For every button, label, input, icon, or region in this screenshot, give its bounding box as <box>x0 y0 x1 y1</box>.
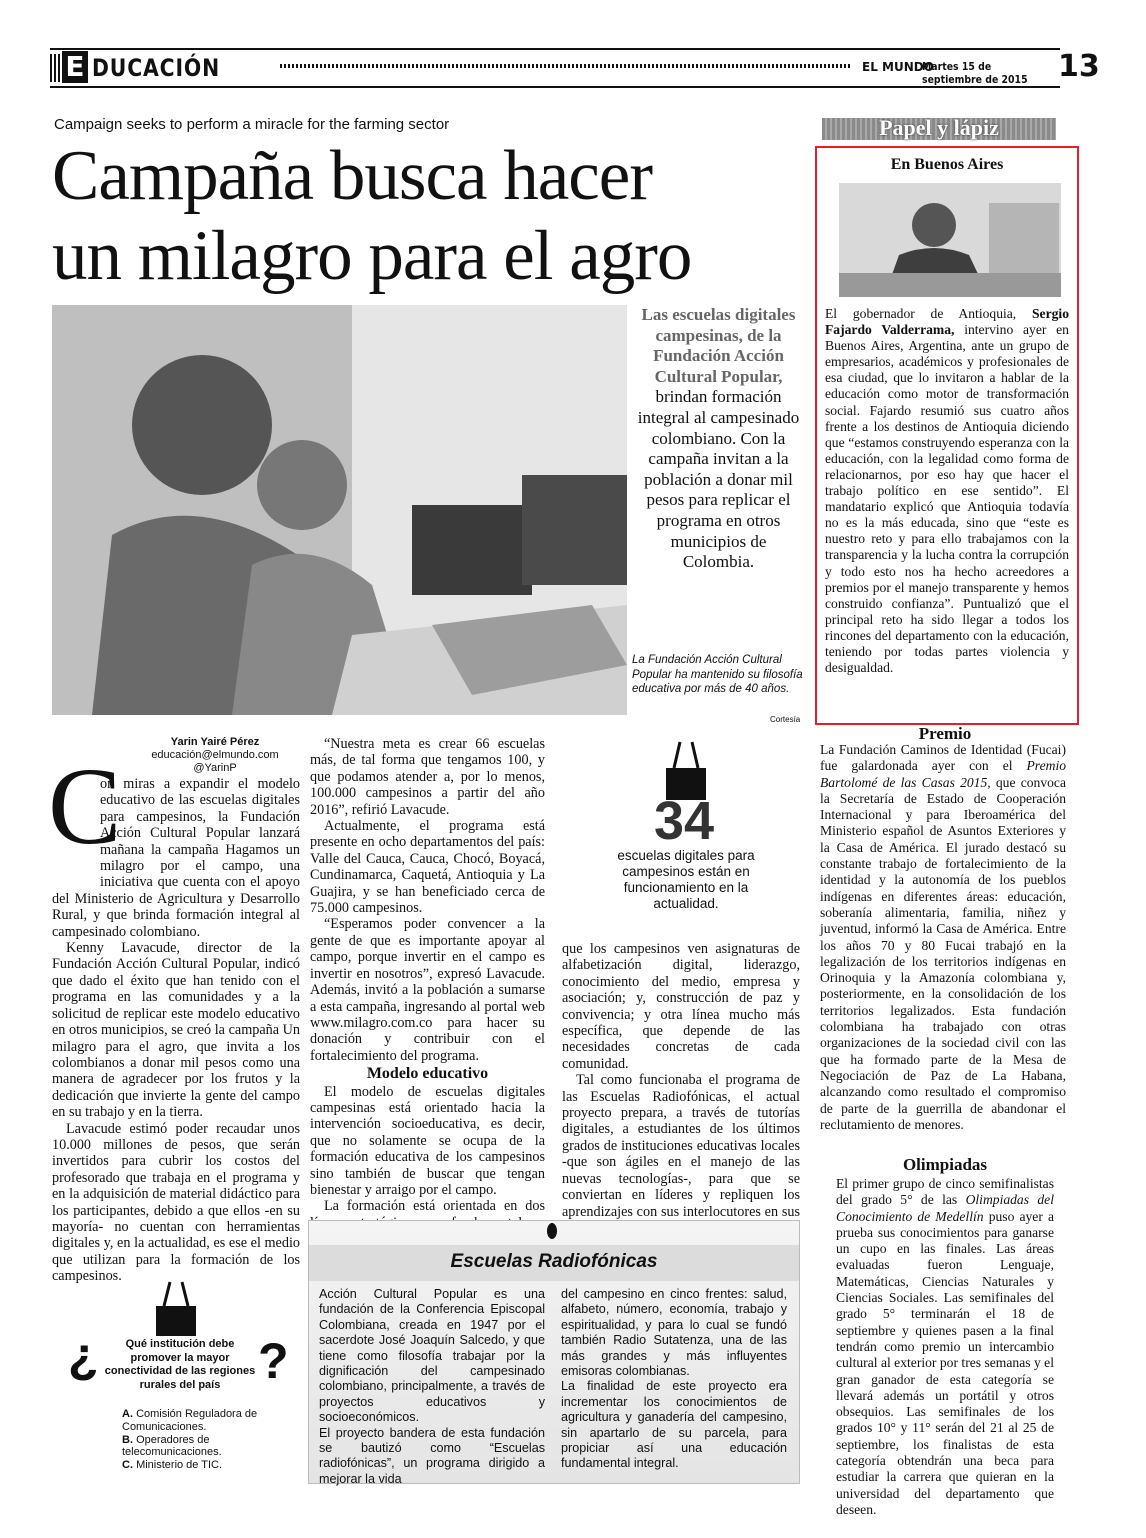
buenos-aires-text-pre: El gobernador de Antioquia, <box>825 306 1017 321</box>
col3-paragraph-1: que los campesinos ven asignaturas de alfabetización digital, liderazgo, conocimiento del medio, empresa y asociación; y, construcción de paz y convivencia; y otra línea mucho más específica, que depende de las necesidades concretas de cada comunidad. <box>562 941 800 1072</box>
radio-col2-paragraph-2: La finalidad de este proyecto era incrementar los conocimientos de agricultura y ganadería del campesino, sin apartarlo de su parcela, para propiciar así una educación fundamental integral. <box>561 1379 787 1471</box>
photo-caption: La Fundación Acción Cultural Popular ha mantenido su filosofía educativa por más de 40 años. <box>632 654 803 695</box>
byline <box>130 736 300 775</box>
radio-col2-paragraph-1: del campesino en cinco frentes: salud, alfabeto, número, economía, trabajo y espiritualidad, y para lo cual se fundó también Radio Sutatenza, una de las más grandes y más influyentes emisoras colombianas. <box>561 1287 787 1379</box>
question-close-mark: ? <box>258 1333 289 1389</box>
question-open-mark: ¿ <box>68 1327 99 1383</box>
photo-illustration <box>52 305 627 715</box>
col2-paragraph-3: “Esperamos poder convencer a la gente de que es importante apoyar al campo, porque invertir en el campo es invertir en nosotros”, expresó Lavacude. Además, invitó a la población a sumarse a esta campaña, ingresando al portal web www.milagro.com.co para hacer su donación y contribuir con el fortalecimiento del programa. <box>310 916 545 1064</box>
kicker: Campaign seeks to perform a miracle for the farming sector <box>54 116 450 133</box>
col1-paragraph-3: Lavacude estimó poder recaudar unos 10.000 millones de pesos, que serán invertidos para cubrir los costos del profesorado que trabaja en el programa y en la adquisición de material didáctico para los participantes, debido a que ellos -en su mayoría- no cuentan con herramientas digitales y, en la actualidad, es ese el medio que utilizan para la formación de los campesinos. <box>52 1120 300 1285</box>
radio-col1-paragraph-1: Acción Cultural Popular es una fundación de la Conferencia Episcopal Colombiana, creada en 1947 por el sacerdote José Joaquín Salcedo, y que tiene como filosofía trabajar por la dignificación del campesinado colombiano, principalmente, a través de proyectos educativos y socioeconómicos. <box>319 1287 545 1425</box>
premio-text-italic: Premio Bartolomé de las Casas 2015, <box>820 758 1067 790</box>
radio-box-title: Escuelas Radiofónicas <box>450 1251 658 1272</box>
buenos-aires-title: En Buenos Aires <box>890 156 1004 173</box>
newspaper-name: EL MUNDO <box>862 60 934 74</box>
binder-clip-icon-2 <box>146 1280 206 1340</box>
main-photo <box>52 305 627 715</box>
radio-box-column-1 <box>319 1287 545 1487</box>
col2-paragraph-5: La formación está orientada en dos <box>324 1198 545 1215</box>
option-c: C. Ministerio de TIC. <box>122 1459 223 1472</box>
drop-cap: C <box>48 745 122 867</box>
sidebar-title: Papel y lápiz <box>879 115 999 140</box>
col1-paragraph-1: on miras a expandir el modelo educativo de las escuelas digitales para campesinos, la Fundación Acción Cultural Popular lanzará mañana la campaña Hagamos un milagro por el campo, una iniciativa que cuenta con el apoyo del Ministerio de Agricultura y Desarrollo Rural, y que brinda formación integral al campesinado colombiano. <box>52 776 300 940</box>
lead-deck-bold: Las escuelas digitales campesinas, de la Fundación Acción Cultural Popular, <box>641 305 796 386</box>
olimpiadas-text-post: puso ayer a prueba sus conocimientos para ganarse un cupo en las finales. Las áreas evaluadas fueron Lenguaje, Matemáticas, Ciencias Naturales y Ciencias Sociales. Las semifinales del grado 5° terminarán el 18 de septiembre y quienes pasen a la final tendrán como premio un intercambio cultural al exterior por tres semanas y el gran ganador de esta categoría se llevará además un portátil y otros obsequios. Las semifinales de los grados 10° y 11° serán del 21 al 25 de septiembre, los finalistas de esta categoría obtendrán una beca para estudiar la carrera que quieran en la universidad del departamento que deseen. <box>836 1208 1054 1517</box>
section-tab-stripes <box>50 54 60 82</box>
col2-paragraph-1: “Nuestra meta es crear 66 escuelas más, de tal forma que tengamos 100, y que podamos atender a, por lo menos, 100.000 campesinos a partir del año 2016”, refirió Lavacude. <box>310 736 545 818</box>
byline-email: educación@elmundo.com <box>151 749 279 761</box>
lead-deck <box>636 305 801 573</box>
fajardo-photo-illustration <box>839 183 1061 297</box>
headline-line-2: un milagro para el agro <box>52 217 692 295</box>
col3-paragraph-2: Tal como funcionaba el programa de las Escuelas Radiofónicas, el actual proyecto prepara, a través de tutorías digitales, a estudiantes de los últimos grados de instituciones educativas locales -que son ágiles en el manejo de las nuevas tecnologías-, para que se conviertan en líderes y repliquen los aprendizajes con sus interlocutores en sus <box>562 1072 800 1220</box>
premio-text-post: que convoca la Secretaría de Estado de Cooperación Internacional y para Iberoamérica del Ministerio español de Asuntos Exteriores y la Casa de América. El jurado destacó su constante trabajo de fortalecimiento de la identidad y la autonomía de los pueblos indígenas en diferentes áreas: educación, soberanía alimentaria, familia, niñez y juventud, informó la Casa de América. Entre los años 70 y 80 Fucai trabajó en la legalización de los territorios indígenas en Orinoquia y la Amazonía colombiana y, posteriormente, en la consolidación de los territorios legalizados. Esta fundación colombiana ha trabajado con otras organizaciones de la sociedad civil con las que ha formado parte de la Mesa de Negociación de Paz de La Habana, alcanzando como resultado el compromiso de parte de la guerrilla de abandonar el reclutamiento de menores. <box>820 774 1066 1132</box>
option-b: B. Operadores de telecomunicaciones. <box>122 1433 222 1459</box>
premio-text-pre: La Fundación Caminos de Identidad (Fucai) fue galardonada ayer con el <box>820 742 1066 774</box>
stat-text: escuelas digitales para campesinos están en funcionamiento en la actualidad. <box>617 848 755 911</box>
page-number: 13 <box>1058 49 1100 84</box>
radio-box <box>308 1220 800 1484</box>
pin-icon <box>547 1223 557 1239</box>
premio-text <box>820 742 1066 1133</box>
question-options <box>122 1408 262 1472</box>
fajardo-photo <box>839 183 1061 297</box>
radio-col1-paragraph-2: El proyecto bandera de esta fundación se bautizó como “Escuelas radiofónicas”, un programa dirigido a mejorar la vida <box>319 1425 545 1486</box>
byline-name: Yarin Yairé Pérez <box>170 736 260 748</box>
lead-deck-text: brindan formación integral al campesinado colombiano. Con la campaña invitan a la población a donar mil pesos para replicar el programa en otros municipios de Colombia. <box>637 387 800 572</box>
radio-box-column-2 <box>561 1287 787 1472</box>
col2-paragraph-4: El modelo de escuelas digitales campesinas está orientado hacia la intervención socioeducativa, es decir, que no solamente se ocupa de la formación educativa de los campesinos sino también de buscar que tengan bienestar y arraigo por el campo. <box>310 1083 545 1198</box>
headline <box>52 136 812 296</box>
olimpiadas-title: Olimpiadas <box>902 1155 988 1174</box>
question-text: Qué institución debe promover la mayor conectividad de las regiones rurales del país <box>104 1338 256 1391</box>
masthead <box>50 48 1100 88</box>
article-column-2 <box>310 736 545 1248</box>
stat-box <box>568 738 800 928</box>
photo-credit: Cortesía <box>770 715 801 724</box>
article-column-3 <box>562 941 800 1236</box>
olimpiadas-text-italic: Olimpiadas del Conocimiento de Medellín <box>836 1192 1054 1224</box>
premio-title: Premio <box>918 724 972 743</box>
masthead-rule <box>280 64 850 68</box>
headline-line-1: Campaña busca hacer <box>52 137 652 215</box>
subhead-modelo-educativo: Modelo educativo <box>366 1065 489 1083</box>
byline-handle: @YarinP <box>193 762 237 774</box>
buenos-aires-box <box>815 146 1079 725</box>
col2-paragraph-2: Actualmente, el programa está presente en ocho departamentos del país: Valle del Cauca, Cauca, Chocó, Boyacá, Cundinamarca, Caquetá, Antioquia y La Guajira, y se han beneficiado cerca de 75.000 campesinos. <box>310 818 545 917</box>
stat-number: 34 <box>653 791 715 851</box>
section-name: DUCACIÓN <box>92 54 221 82</box>
section-initial: E <box>62 51 88 83</box>
olimpiadas-text-pre: El primer grupo de cinco semifinalistas del grado 5° de las <box>836 1176 1054 1208</box>
question-box <box>58 1280 298 1480</box>
buenos-aires-text-bold: Sergio Fajardo Valderrama, <box>825 306 1069 338</box>
issue-date: Martes 15 de septiembre de 2015 <box>922 60 1028 86</box>
olimpiadas-text <box>836 1176 1054 1518</box>
article-column-1 <box>52 776 300 1285</box>
buenos-aires-text-post: intervino ayer en Buenos Aires, Argentina, ante un grupo de empresarios, académicos y profesionales de esa ciudad, que lo invitaron a hablar de la educación como motor de transformación social. Fajardo resumió sus cuatro años frente a los destinos de Antioquia diciendo que “estamos construyendo esperanza con la educación, con la legalidad como forma de relacionarnos, por eso hay que hacer el trabajo político en ese sentido”. El mandatario explicó que Antioquia todavía no es la más educada, sino que “este es nuestro reto y para ello trabajamos con la transparencia y la lucha contra la corrupción y todo esto nos ha hecho acreedores a premios por el manejo transparente y hemos construido confianza”. Puntualizó que el principal reto ha sido llegar a todos los rincones del departamento con la educación, teniendo por todas partes violencia y desigualdad. <box>825 322 1069 676</box>
buenos-aires-text <box>825 306 1069 676</box>
option-a: A. Comisión Reguladora de Comunicaciones. <box>122 1408 258 1433</box>
col1-paragraph-2: Kenny Lavacude, director de la Fundación Acción Cultural Popular, indicó que dado el éxito que han tenido con el programa en las comunidades y a la solicitud de replicar este modelo educativo en otros municipios, se creó la campaña Un milagro para el agro, que invita a los colombianos a donar mil pesos como una manera de agradecer por los frutos y la dedicación que invierte la gente del campo en su trabajo y en la tierra. <box>52 940 300 1121</box>
